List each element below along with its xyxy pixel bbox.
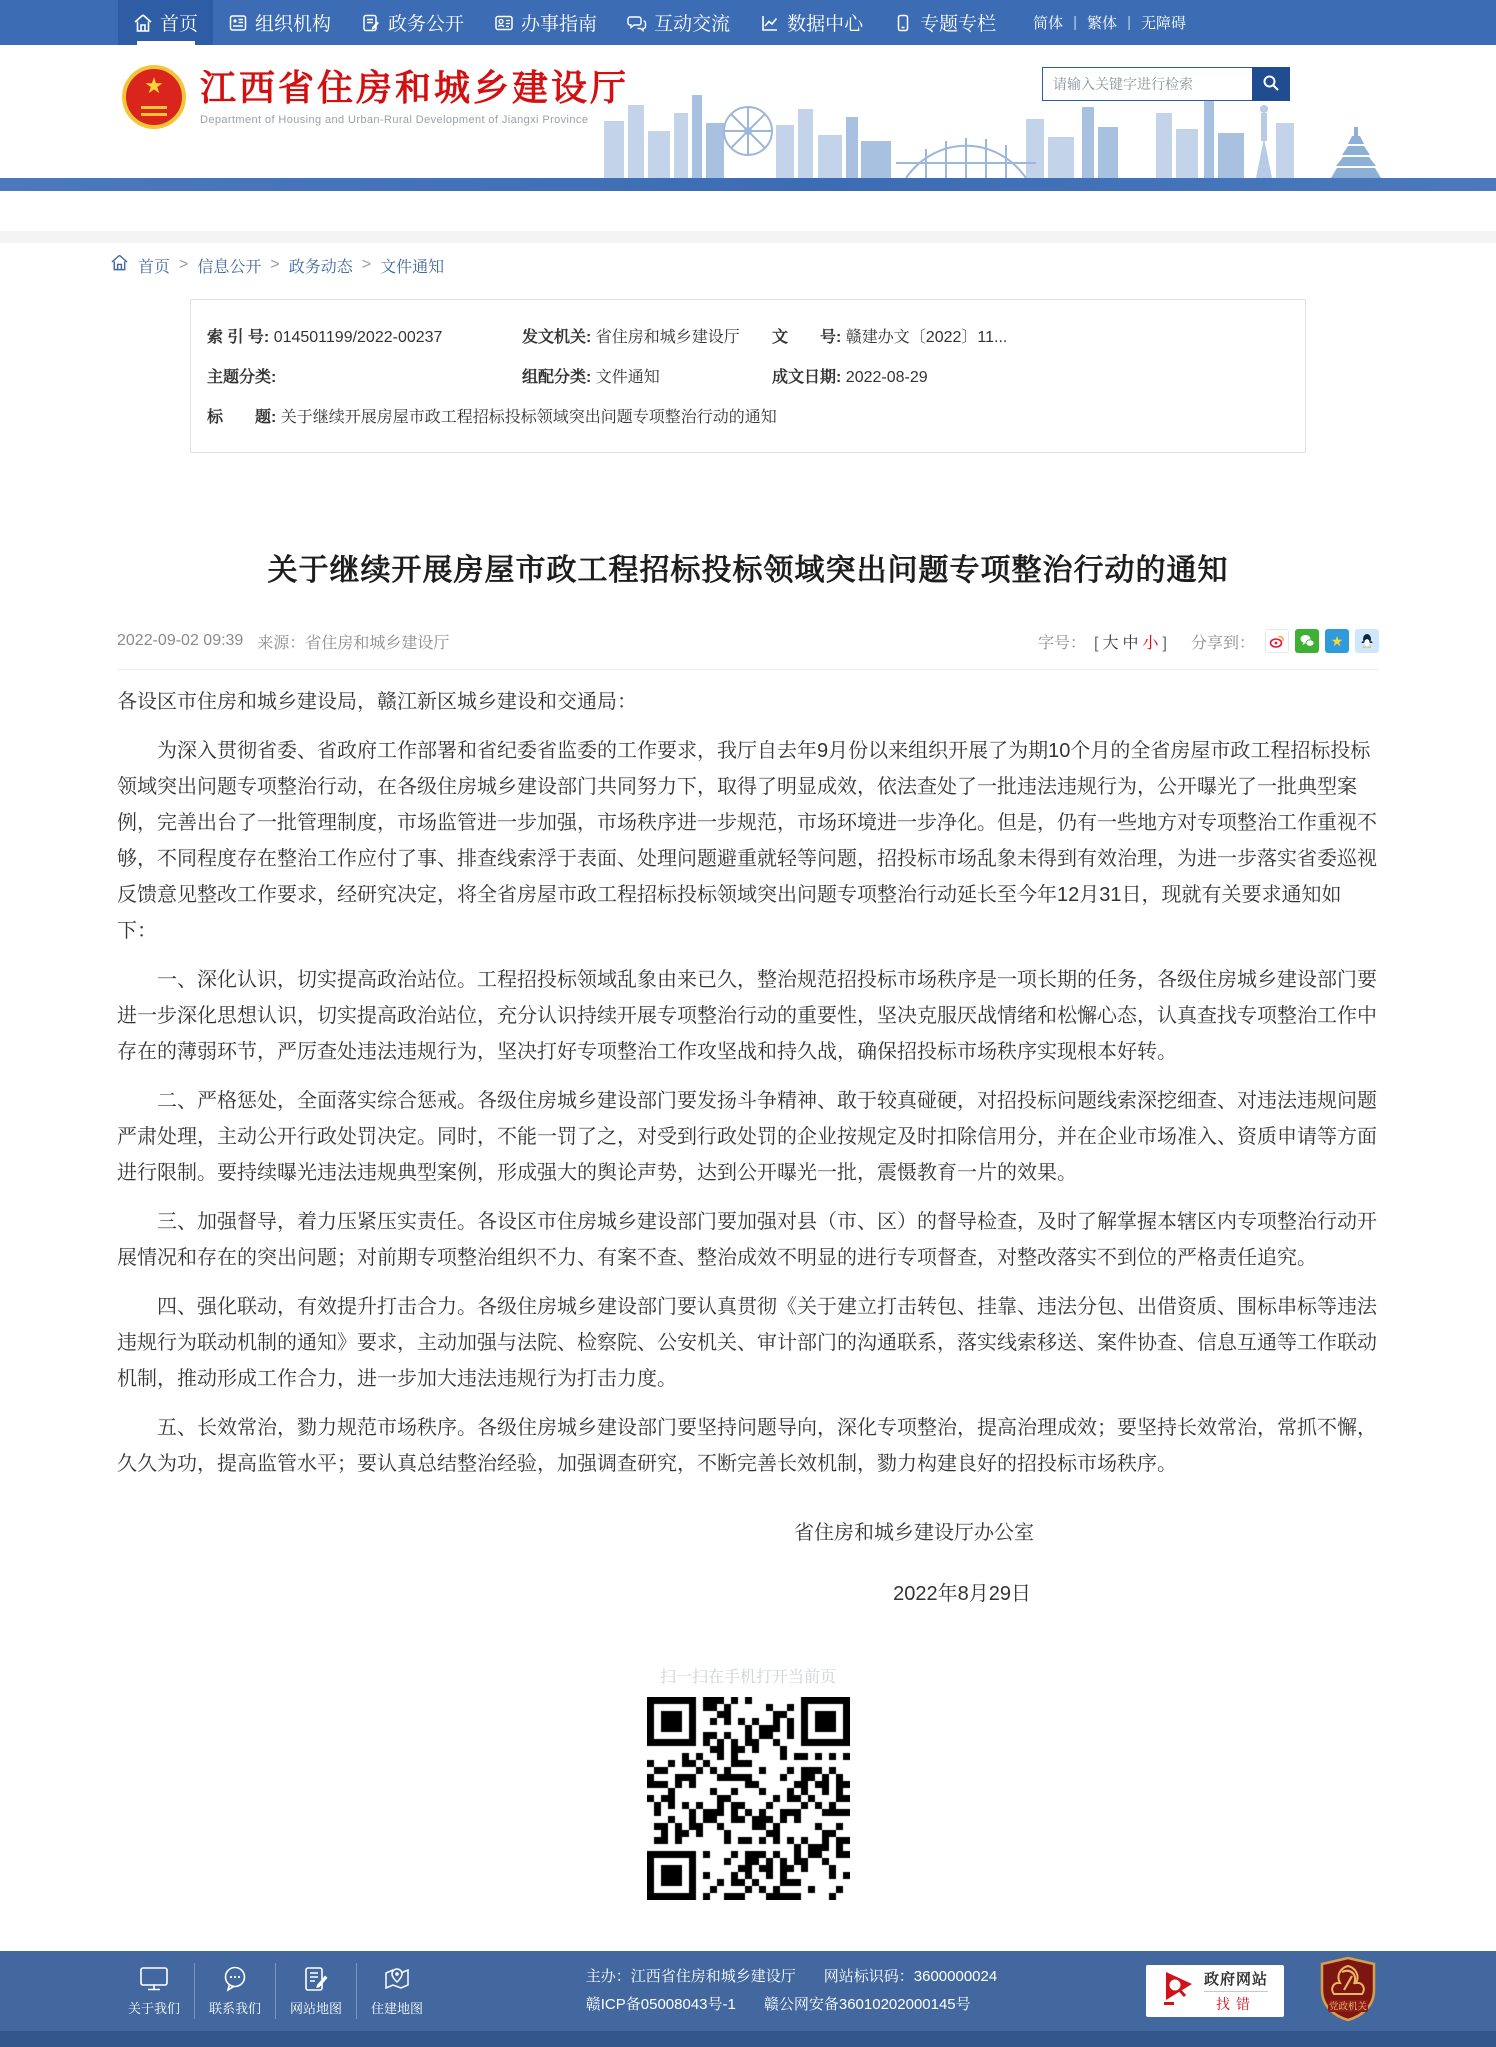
breadcrumb-item-notice[interactable]: 文件通知 (380, 258, 445, 276)
article-paragraph: 五、长效常治，勠力规范市场秩序。各级住房城乡建设部门要坚持问题导向，深化专项整治，提高治理成效；要坚持长效常治，常抓不懈，久久为功，提高监管水平；要认真总结整治经验，加强调查研究，不断完善长效机制，勠力构建良好的招投标市场秩序。 (117, 1417, 1377, 1475)
nav-item-organization[interactable] (213, 0, 346, 45)
share-buttons (1265, 629, 1379, 653)
nav-item-home[interactable] (118, 0, 213, 45)
lang-accessible[interactable]: 无障碍 (1140, 15, 1186, 32)
article-meta-bar (117, 629, 1379, 670)
qq-share-icon[interactable] (1355, 629, 1379, 653)
home-icon[interactable] (110, 253, 129, 277)
nav-item-interaction[interactable] (612, 0, 745, 45)
lang-traditional[interactable]: 繁体 (1087, 15, 1118, 32)
meta-value-category: 文件通知 (595, 369, 660, 386)
table-row (207, 404, 1289, 427)
article-paragraph: 一、深化认识，切实提高政治站位。工程招投标领域乱象由来已久，整治规范招投标市场秩序是一项长期的任务，各级住房城乡建设部门要进一步深化思想认识，切实提高政治站位，充分认识持续开展专项整治行动的重要性，坚决克服厌战情绪和松懈心态，认真查找专项整治工作中存在的薄弱环节，严厉查处违法违规行为，坚决打好专项整治工作攻坚战和持久战，确保招投标市场秩序实现根本好转。 (117, 969, 1377, 1063)
footer-link-sitemap[interactable] (276, 1966, 356, 2017)
badge-text: 找错 (1215, 1996, 1256, 2012)
document-meta-table (190, 299, 1306, 453)
map-pin-icon (357, 1966, 437, 1992)
article-paragraph: 三、加强督导，着力压紧压实责任。各设区市住房城乡建设部门要加强对县（市、区）的督导检查，及时了解掌握本辖区内专项整治行动开展情况和存在的突出问题；对前期专项整治组织不力、有案不查、整治成效不明显的进行专项督查，对整改落实不到位的严格责任追究。 (117, 1211, 1377, 1269)
fontsize-label: 字号： (1038, 634, 1087, 652)
nav-item-label: 办事指南 (521, 14, 598, 35)
publish-time: 2022-09-02 09:39 (117, 632, 244, 649)
separator: | (1073, 14, 1078, 31)
breadcrumb-separator: > (270, 256, 280, 273)
nav-item-guide[interactable] (479, 0, 612, 45)
party-gov-badge[interactable] (1316, 1956, 1380, 2027)
footer-links (110, 1963, 437, 2019)
organization-icon (228, 13, 248, 33)
site-title: 江西省住房和城乡建设厅 (200, 67, 630, 108)
article-paragraph: 二、严格惩处，全面落实综合惩戒。各级住房城乡建设部门要发扬斗争精神、敢于较真碰硬，对招投标问题线索深挖细查、对违法违规问题严肃处理，主动公开行政处罚决定。同时，不能一罚了之，对受到行政处罚的企业按规定及时扣除信用分，并在企业市场准入、资质申请等方面进行限制。要持续曝光违法违规典型案例，形成强大的舆论声势，达到公开曝光一批，震慑教育一片的效果。 (117, 1090, 1377, 1184)
search-icon (1262, 74, 1280, 95)
fontsize-large-button[interactable]: 大 (1102, 634, 1119, 652)
message-icon (195, 1966, 275, 1992)
meta-label-category: 组配分类: (522, 369, 592, 386)
search-input[interactable] (1042, 67, 1252, 101)
mobile-icon (893, 13, 913, 33)
footer-link-label: 关于我们 (127, 2000, 180, 2016)
qr-code (647, 1697, 850, 1900)
footer-icp[interactable]: 赣ICP备05008043号-1 (585, 1996, 736, 2013)
section-separator (0, 231, 1496, 243)
signoff-office: 省住房和城乡建设厅办公室 (794, 1522, 1034, 1544)
footer-police-record[interactable]: 赣公网安备36010202000145号 (763, 1996, 971, 2013)
chart-icon (760, 13, 780, 33)
page-title: 关于继续开展房屋市政工程招标投标领域突出问题专项整治行动的通知 (267, 554, 1229, 587)
badge-text: 党政机关 (1328, 2001, 1367, 2012)
qzone-share-icon[interactable]: ★ (1325, 629, 1349, 653)
nav-item-special-topics[interactable] (878, 0, 1011, 45)
nav-item-label: 组织机构 (255, 14, 332, 35)
table-row (207, 324, 1289, 347)
meta-value-index: 014501199/2022-00237 (273, 329, 443, 346)
footer-link-label: 住建地图 (370, 2000, 423, 2016)
footer-badges (1146, 1956, 1380, 2027)
nav-item-label: 专题专栏 (920, 14, 997, 35)
lang-simplified[interactable]: 简体 (1033, 15, 1064, 32)
site-subtitle: Department of Housing and Urban-Rural Development of Jiangxi Province (200, 114, 589, 126)
qr-tip-text: 扫一扫在手机打开当前页 (659, 1669, 836, 1686)
home-icon (133, 13, 153, 33)
meta-value-docnum: 赣建办文〔2022〕11... (845, 329, 1008, 346)
site-footer (0, 1951, 1496, 2047)
article-body (117, 684, 1379, 1482)
nav-item-label: 首页 (160, 14, 199, 35)
breadcrumb-separator: > (361, 256, 372, 273)
language-switcher (1033, 0, 1186, 45)
separator: | (1127, 14, 1131, 31)
site-logo (122, 65, 629, 129)
article-paragraph: 四、强化联动，有效提升打击合力。各级住房城乡建设部门要认真贯彻《关于建立打击转包、挂靠、违法分包、出借资质、围标串标等违法违规行为联动机制的通知》要求，主动加强与法院、检察院、公安机关、审计部门的沟通联系，落实线索移送、案件协查、信息互通等工作联动机制，推动形成工作合力，进一步加大违法违规行为打击力度。 (117, 1296, 1377, 1390)
footer-link-label: 联系我们 (208, 2000, 261, 2016)
signoff-date: 2022年8月29日 (893, 1583, 1031, 1605)
weibo-share-icon[interactable] (1265, 629, 1289, 653)
article (110, 545, 1386, 1606)
meta-value-date: 2022-08-29 (845, 369, 928, 386)
id-card-icon (494, 13, 514, 33)
monitor-icon (114, 1966, 194, 1992)
article-paragraph: 为深入贯彻省委、省政府工作部署和省纪委省监委的工作要求，我厅自去年9月份以来组织开展了为期10个月的全省房屋市政工程招标投标领域突出问题专项整治行动，在各级住房城乡建设部门共同努力下，取得了明显成效，依法查处了一批违法违规行为，公开曝光了一批典型案例，完善出台了一批管理制度，市场监管进一步加强，市场秩序进一步规范，市场环境进一步净化。但是，仍有一些地方对专项整治工作重视不够，不同程度存在整治工作应付了事、排查线索浮于表面、处理问题避重就轻等问题，招投标市场乱象未得到有效治理，为进一步落实省委巡视反馈意见整改工作要求，经研究决定，将全省房屋市政工程招标投标领域突出问题专项整治行动延长至今年12月31日，现就有关要求通知如下： (117, 740, 1377, 942)
meta-label-topic: 主题分类: (207, 369, 277, 386)
meta-label-issuer: 发文机关: (522, 329, 592, 346)
breadcrumb-home[interactable]: 首页 (138, 258, 171, 276)
footer-bottom-strip (0, 2031, 1496, 2047)
footer-host: 主办：江西省住房和城乡建设厅 (585, 1968, 796, 1985)
bracket: [ (1094, 634, 1099, 652)
chat-icon (627, 13, 647, 33)
fontsize-control (1092, 630, 1169, 653)
site-header (0, 45, 1496, 178)
breadcrumb-item-dynamics[interactable]: 政务动态 (288, 258, 353, 276)
wechat-share-icon[interactable] (1295, 629, 1319, 653)
nav-item-disclosure[interactable] (346, 0, 479, 45)
fontsize-small-button[interactable]: 小 (1142, 634, 1159, 652)
meta-value-issuer: 省住房和城乡建设厅 (595, 329, 740, 346)
national-emblem-icon: ★ (122, 65, 186, 129)
breadcrumb-separator: > (179, 256, 189, 273)
nav-item-data-center[interactable] (745, 0, 878, 45)
badge-text: 政府网站 (1204, 1968, 1268, 1992)
footer-link-label: 网站地图 (289, 2000, 342, 2016)
gov-site-error-report-badge[interactable] (1146, 1965, 1284, 2017)
qr-section (110, 1664, 1386, 1905)
breadcrumb (110, 243, 1386, 287)
bracket: ] (1162, 634, 1167, 652)
footer-link-contact[interactable] (195, 1966, 275, 2017)
footer-link-about[interactable] (114, 1966, 194, 2017)
nav-item-label: 政务公开 (388, 14, 465, 35)
article-paragraph: 各设区市住房和城乡建设局，赣江新区城乡建设和交通局： (117, 691, 637, 713)
top-navigation (0, 0, 1496, 45)
meta-label-date: 成文日期: (772, 369, 842, 386)
meta-label-index: 索 引 号: (207, 329, 270, 346)
article-source: 来源：省住房和城乡建设厅 (257, 634, 450, 652)
fontsize-medium-button[interactable]: 中 (1122, 634, 1139, 652)
nav-item-label: 互动交流 (654, 14, 731, 35)
search-button[interactable] (1252, 67, 1290, 101)
meta-value-title: 关于继续开展房屋市政工程招标投标领域突出问题专项整治行动的通知 (280, 409, 777, 426)
footer-site-code: 网站标识码：3600000024 (823, 1968, 998, 1985)
footer-info (586, 1963, 997, 2019)
error-report-icon (1162, 1970, 1196, 2013)
site-search (1042, 67, 1290, 101)
table-row (207, 364, 1289, 387)
meta-label-docnum: 文 号: (772, 329, 842, 346)
document-pen-icon (361, 13, 381, 33)
header-divider-bar (0, 178, 1496, 191)
breadcrumb-item-info[interactable]: 信息公开 (197, 258, 262, 276)
share-label: 分享到： (1190, 634, 1255, 652)
nav-item-label: 数据中心 (787, 14, 864, 35)
footer-link-map[interactable] (357, 1966, 437, 2017)
sitemap-icon (276, 1966, 356, 1992)
meta-label-title: 标 题: (207, 409, 277, 426)
